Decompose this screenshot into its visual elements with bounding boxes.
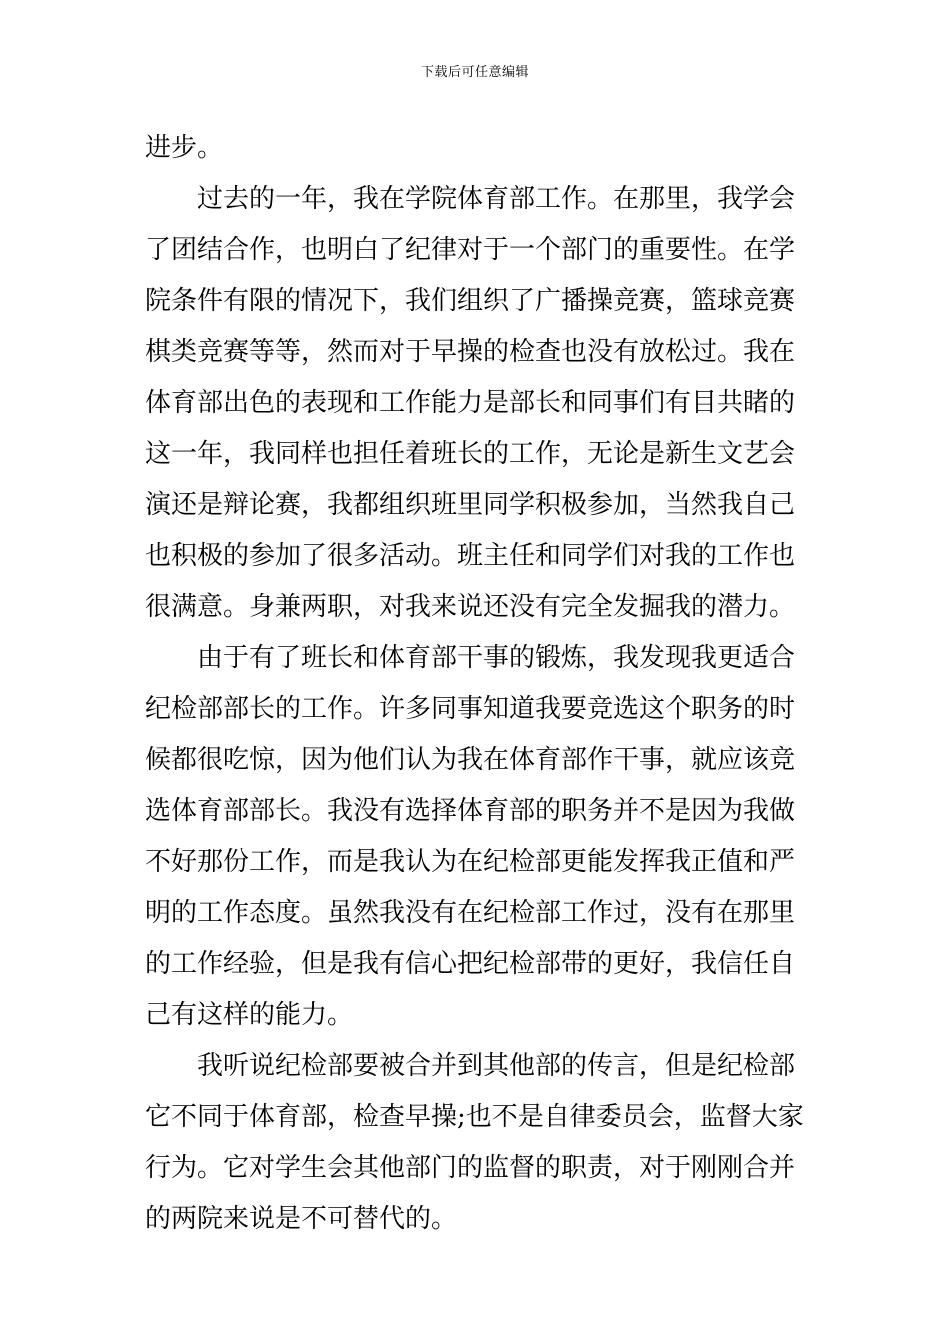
text-line: 选体育部部长。我没有选择体育部的职务并不是因为我做	[145, 796, 796, 826]
text-line: 棋类竞赛等等，然而对于早操的检查也没有放松过。我在	[145, 337, 796, 367]
text-line: 纪检部部长的工作。许多同事知道我要竞选这个职务的时	[145, 694, 796, 724]
paragraph-first-line: 由于有了班长和体育部干事的锻炼，我发现我更适合	[197, 643, 796, 673]
page-header: 下载后可任意编辑	[420, 65, 529, 80]
text-line: 也积极的参加了很多活动。班主任和同学们对我的工作也	[145, 541, 796, 571]
text-line: 演还是辩论赛，我都组织班里同学积极参加，当然我自己	[145, 490, 796, 520]
text-line: 院条件有限的情况下，我们组织了广播操竞赛，篮球竞赛	[145, 286, 796, 316]
paragraph-first-line: 我听说纪检部要被合并到其他部的传言，但是纪检部	[197, 1051, 796, 1081]
text-line: 这一年，我同样也担任着班长的工作，无论是新生文艺会	[145, 439, 796, 469]
text-line: 不好那份工作，而是我认为在纪检部更能发挥我正值和严	[145, 847, 796, 877]
text-line: 体育部出色的表现和工作能力是部长和同事们有目共睹的	[145, 388, 796, 418]
text-line: 进步。	[145, 133, 224, 163]
text-line: 的工作经验，但是我有信心把纪检部带的更好，我信任自	[145, 949, 796, 979]
text-line: 候都很吃惊，因为他们认为我在体育部作干事，就应该竞	[145, 745, 796, 775]
paragraph-first-line: 过去的一年，我在学院体育部工作。在那里，我学会	[197, 184, 796, 214]
document-body	[145, 123, 807, 1245]
text-line: 很满意。身兼两职，对我来说还没有完全发掘我的潜力。	[145, 592, 796, 622]
text-line: 它不同于体育部，检查早操;也不是自律委员会，监督大家	[145, 1102, 804, 1132]
text-line: 行为。它对学生会其他部门的监督的职责，对于刚刚合并	[145, 1153, 796, 1183]
text-line: 己有这样的能力。	[145, 1000, 354, 1030]
text-line: 的两院来说是不可替代的。	[145, 1204, 458, 1234]
text-line: 了团结合作，也明白了纪律对于一个部门的重要性。在学	[145, 235, 796, 265]
text-line: 明的工作态度。虽然我没有在纪检部工作过，没有在那里	[145, 898, 796, 928]
